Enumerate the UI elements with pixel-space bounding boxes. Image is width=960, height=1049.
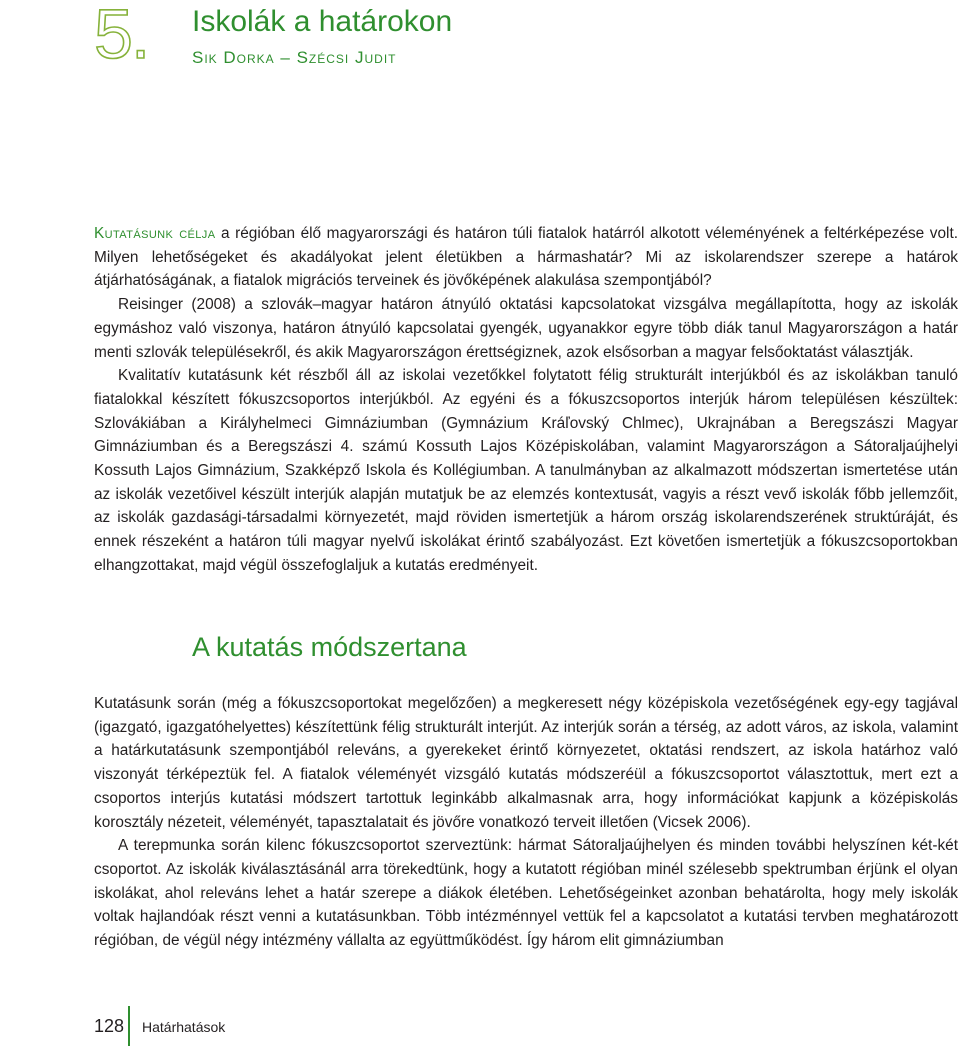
intro-paragraph bbox=[94, 222, 958, 293]
section-text bbox=[94, 692, 958, 953]
lead-phrase: Kutatásunk célja bbox=[94, 225, 216, 242]
body-paragraph: Kvalitatív kutatásunk két részből áll az iskolai vezetőkkel folytatott félig strukturált interjúkból és az iskolákban tanuló fiatalokkal készített fókuszcsoportos interjúkból. Az egyéni és a fókuszcsoportos interjúk három településen készültek: Szlovákiában a Királyhelmeci Gimnáziumban (Gymnázium Kráľovský Chlmec), Ukrajnában a Beregszászi Magyar Gimnáziumban és a Beregszászi 4. számú Kossuth Lajos Középiskolában, valamint Magyarországon a Sátoraljaújhelyi Kossuth Lajos Gimnázium, Szakképző Iskola és Kollégiumban. A tanulmányban az alkalmazott módszertan ismertetése után az iskolák vezetőivel készült interjúk alapján mutatjuk be az elemzés kontextusát, vagyis a részt vevő iskolák főbb jellemzőit, az iskolák gazdasági-társadalmi környezetét, majd röviden ismertetjük a három ország iskolarendszerének struktúráját, és ennek részeként a határon túli magyar nyelvű iskolákat érintő szabályozást. Ezt követően ismertetjük a fókuszcsoportokban elhangzottakat, majd végül összefoglaljuk a kutatás eredményeit. bbox=[94, 367, 958, 574]
journal-name: Határhatások bbox=[142, 1019, 226, 1035]
body-paragraph: Kutatásunk során (még a fókuszcsoportokat megelőzően) a megkeresett négy középiskola vezetőségének egy-egy tagjával (igazgató, igazgatóhelyettes) készítettünk félig strukturált interjút. Az interjúk során a térség, az adott város, az iskola, valamint a határkutatásunk szempontjából releváns, a gyerekeket érintő környezetet, oktatási rendszert, az iskola határhoz való viszonyát térképeztük fel. A fiatalok véleményét vizsgáló kutatás módszeréül a fókuszcsoportot választottuk, mert ezt a csoportos interjús kutatási módszert tartottuk leginkább alkalmasnak arra, hogy információkat kapjunk a középiskolás korosztály nézeteit, véleményét, tapasztalatait és jövőre vonatkozó terveit illetően (Vicsek 2006). bbox=[94, 695, 958, 831]
footer-divider bbox=[128, 1006, 130, 1046]
intro-text bbox=[94, 222, 958, 578]
chapter-number: 5. bbox=[94, 0, 149, 73]
body-paragraph: Reisinger (2008) a szlovák–magyar határon átnyúló oktatási kapcsolatokat vizsgálva megállapította, hogy az iskolák egymáshoz való viszonya, határon átnyúló kapcsolatai gyengék, ugyanakkor egyre több diák tanul Magyarországon a határ menti szlovák településekről, és akik Magyarországon érettségiznek, azok elsősorban a magyar felsőoktatást választják. bbox=[94, 296, 958, 361]
body-paragraph: A terepmunka során kilenc fókuszcsoportot szerveztünk: hármat Sátoraljaújhelyen és minden további helyszínen két-két csoportot. Az iskolák kiválasztásánál arra törekedtünk, hogy a kutatott régióban minél szélesebb spektrumban érjünk el olyan iskolákat, ahol releváns lehet a határ szerepe a diákok életében. Lehetőségeinket azonban behatárolta, hogy mely iskolák voltak hajlandóak részt venni a kutatásunkban. Több intézménnyel vettük fel a kapcsolatot a kutatási tervben meghatározott régióban, de végül négy intézmény vállalta az együttműködést. Így három elit gimnáziumban bbox=[94, 837, 958, 950]
page-footer bbox=[94, 1006, 394, 1046]
section-heading: A kutatás módszertana bbox=[192, 632, 467, 662]
page-number: 128 bbox=[94, 1016, 125, 1036]
chapter-authors: Sik Dorka – Szécsi Judit bbox=[192, 48, 397, 67]
intro-paragraph-text: a régióban élő magyarországi és határon túli fiatalok határról alkotott véleményének a feltérképezése volt. Milyen lehetőségeket és akadályokat jelent életükben a hármashatár? Mi az iskolarendszer szerepe a határok átjárhatóságának, a fiatalok migrációs terveinek és jövőképének alakulása szempontjából? bbox=[94, 225, 958, 290]
chapter-title: Iskolák a határokon bbox=[192, 5, 453, 38]
